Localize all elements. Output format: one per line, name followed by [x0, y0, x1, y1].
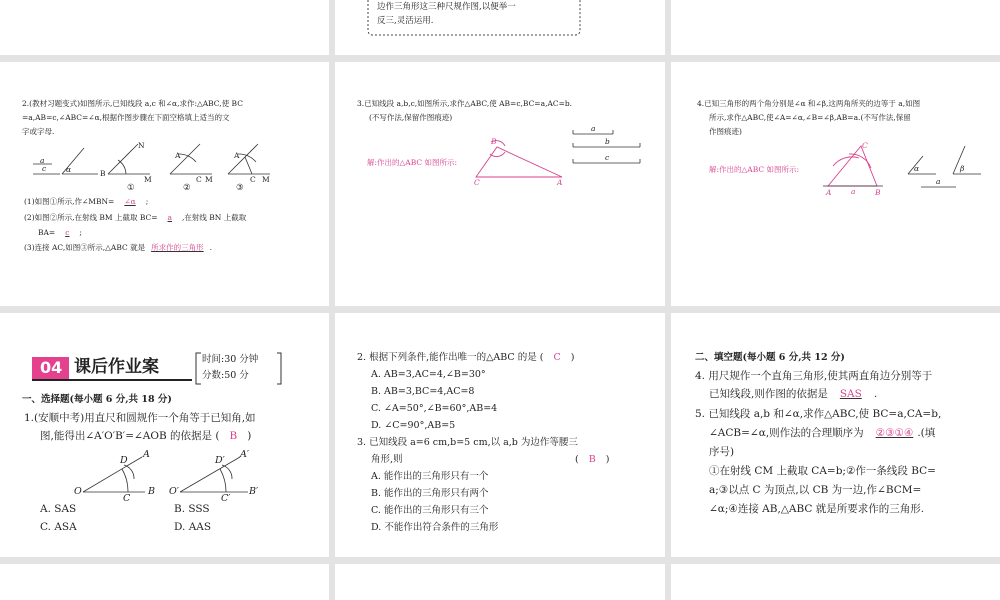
q1-option-c: C. ASA: [40, 521, 77, 533]
q3-line-2: 角形,则: [371, 454, 403, 465]
p2-fig3-label-M: M: [262, 175, 270, 184]
p4-segment-label-a: a: [936, 177, 941, 186]
q1-label-O: O: [74, 486, 82, 497]
q3-option-c: C. 能作出的三角形只有三个: [371, 505, 489, 516]
p2-q1-answer: ∠α: [124, 197, 136, 206]
problem-4-card: [671, 62, 1000, 306]
q1-label-B: B: [148, 486, 155, 497]
p4-text-line-3: 作图痕迹): [709, 127, 742, 136]
p2-fig2-label-C: C: [196, 175, 202, 184]
fill-blank-card: [671, 313, 1000, 557]
p2-q2b: BA= c ;: [38, 228, 82, 237]
q3-line-1: 3. 已知线段 a=6 cm,b=5 cm,以 a,b 为边作等腰三: [357, 437, 578, 448]
section-2-title: 二、填空题(每小题 6 分,共 12 分): [695, 352, 845, 363]
q1-label-A: A: [143, 449, 150, 460]
homework-card: [0, 313, 329, 557]
p4-triangle-label-a: a: [851, 187, 856, 196]
q1-label-D-prime: D′: [215, 455, 225, 466]
q1-label-B-prime: B′: [249, 486, 259, 497]
bottom-right-card: [671, 564, 1000, 600]
p3-triangle-figure: [335, 62, 665, 306]
p4-label-beta: β: [960, 164, 965, 173]
q1-line-2: 图,能得出∠A′O′B′=∠AOB 的依据是 ( B ): [40, 430, 252, 442]
p3-text-line-2: (不写作法,保留作图痕迹): [369, 113, 453, 122]
p2-q2: (2)如图②所示,在射线 BM 上截取 BC= a ,在射线 BN 上截取: [24, 213, 247, 222]
q2-option-d: D. ∠C=90°,AB=5: [371, 420, 456, 431]
p3-segment-label-b: b: [605, 137, 610, 146]
bottom-left-card: [0, 564, 329, 600]
q4-answer: SAS: [839, 388, 862, 400]
q4-line-2: 已知线段,则作图的依据是 SAS .: [709, 388, 878, 400]
p4-label-C: C: [862, 141, 868, 150]
p2-label-c: c: [42, 164, 47, 173]
q3-option-d: D. 不能作出符合条件的三角形: [371, 522, 499, 533]
q2-option-c: C. ∠A=50°,∠B=60°,AB=4: [371, 403, 498, 414]
p2-fig3-number: ③: [236, 183, 244, 193]
problem-3-card: [335, 62, 665, 306]
q2-option-b: B. AB=3,BC=4,AC=8: [371, 386, 475, 397]
p4-label-B: B: [875, 188, 881, 197]
p2-fig2-number: ②: [183, 183, 191, 193]
section-underline: [32, 379, 192, 381]
p2-q1: (1)如图①所示,作∠MBN= ∠α ;: [24, 197, 149, 206]
q5-line-2: ∠ACB=∠α,则作法的合理顺序为 ②③①④ .(填: [709, 427, 936, 439]
q5-line-6: ∠α;④连接 AB,△ABC 就是所要求作的三角形.: [709, 503, 925, 515]
p2-q3: (3)连接 AC,如图③所示,△ABC 就是 所求作的三角形 .: [24, 243, 213, 252]
p2-text-line-2: =a,AB=c,∠ABC=∠α,根据作图步骤在下面空格填上适当的文: [22, 113, 230, 122]
q1-line-1: 1.(安顺中考)用直尺和圆规作一个角等于已知角,如: [24, 412, 256, 424]
q5-line-3: 序号): [709, 446, 735, 458]
p2-fig1-label-B: B: [100, 169, 106, 178]
q3-option-a: A. 能作出的三角形只有一个: [371, 471, 489, 482]
p2-fig1-label-M: M: [144, 175, 152, 184]
top-middle-card: [335, 0, 665, 55]
time-limit: 时间:30 分钟: [202, 354, 259, 365]
top-right-card: [671, 0, 1000, 55]
p3-segment-label-c: c: [605, 153, 610, 162]
problem-2-card: [0, 62, 329, 306]
p4-label-A: A: [826, 188, 832, 197]
p2-construction-figures: [0, 140, 329, 220]
q1-option-d: D. AAS: [174, 521, 212, 533]
bottom-middle-card: [335, 564, 665, 600]
q2-stem: 2. 根据下列条件,能作出唯一的△ABC 的是 ( C ): [357, 352, 575, 363]
p3-text-line-1: 3.已知线段 a,b,c,如图所示,求作△ABC,使 AB=c,BC=a,AC=b.: [357, 99, 573, 108]
p2-fig2-label-M: M: [205, 175, 213, 184]
q3-answer: B: [588, 454, 596, 465]
q5-line-5: a;③以点 C 为顶点,以 CB 为一边,作∠BCM=: [709, 484, 922, 496]
p2-fig3-label-C: C: [250, 175, 256, 184]
q1-label-A-prime: A′: [240, 449, 250, 460]
p3-label-C: C: [474, 178, 480, 187]
q4-line-1: 4. 用尺规作一个直角三角形,使其两直角边分别等于: [695, 370, 933, 382]
p2-fig3-label-A: A: [234, 151, 240, 160]
score-total: 分数:50 分: [202, 370, 249, 381]
p2-label-a: a: [40, 156, 45, 165]
q3-option-b: B. 能作出的三角形只有两个: [371, 488, 489, 499]
p3-answer-text: 解:作出的△ABC 如图所示:: [367, 158, 458, 167]
p2-q2b-answer: c: [65, 228, 70, 237]
p3-segment-label-a: a: [591, 124, 596, 133]
p2-label-alpha: α: [66, 165, 72, 174]
q1-label-O-prime: O′: [169, 486, 179, 497]
p3-label-A: A: [557, 178, 563, 187]
q1-label-D: D: [120, 455, 128, 466]
q1-option-a: A. SAS: [40, 503, 77, 515]
p2-q2-answer: a: [167, 213, 173, 222]
p4-text-line-1: 4.已知三角形的两个角分别是∠α 和∠β,这两角所夹的边等于 a,如图: [697, 99, 921, 108]
note-line-2: 反三,灵活运用.: [377, 16, 434, 26]
q3-answer-bracket: ( B ): [575, 454, 610, 465]
q5-line-4: ①在射线 CM 上截取 CA=b;②作一条线段 BC=: [709, 465, 936, 477]
q5-line-1: 5. 已知线段 a,b 和∠α,求作△ABC,使 BC=a,CA=b,: [695, 408, 942, 420]
note-line-1: 边作三角形这三种尺规作图,以便举一: [377, 2, 516, 12]
q1-label-C: C: [123, 493, 131, 504]
questions-2-3-card: [335, 313, 665, 557]
section-heading: 课后作业案: [74, 357, 159, 377]
section-badge-number: 04: [40, 358, 63, 377]
p3-label-B: B: [491, 137, 497, 146]
top-left-card: [0, 0, 329, 55]
section-1-title: 一、选择题(每小题 6 分,共 18 分): [22, 394, 172, 405]
p2-fig2-label-A: A: [175, 151, 181, 160]
q2-answer: C: [553, 352, 561, 363]
p4-answer-text: 解:作出的△ABC 如图所示:: [709, 165, 800, 174]
q1-option-b: B. SSS: [174, 503, 210, 515]
q1-answer: B: [229, 430, 238, 442]
p2-q3-answer: 所求作的三角形: [151, 243, 204, 252]
q1-label-C-prime: C′: [221, 493, 231, 504]
p2-text-line-1: 2.(教材习题变式)如图所示,已知线段 a,c 和∠α,求作:△ABC,使 BC: [22, 99, 243, 108]
p4-triangle-figure: [671, 62, 1000, 306]
q5-answer: ②③①④: [875, 427, 914, 439]
p2-fig1-number: ①: [127, 183, 135, 193]
p2-text-line-3: 字或字母.: [22, 127, 55, 136]
p4-label-alpha: α: [914, 164, 920, 173]
p2-fig1-label-N: N: [138, 141, 145, 150]
p4-text-line-2: 所示,求作△ABC,使∠A=∠α,∠B=∠β,AB=a.(不写作法,保留: [709, 113, 911, 122]
q2-option-a: A. AB=3,AC=4,∠B=30°: [371, 369, 486, 380]
